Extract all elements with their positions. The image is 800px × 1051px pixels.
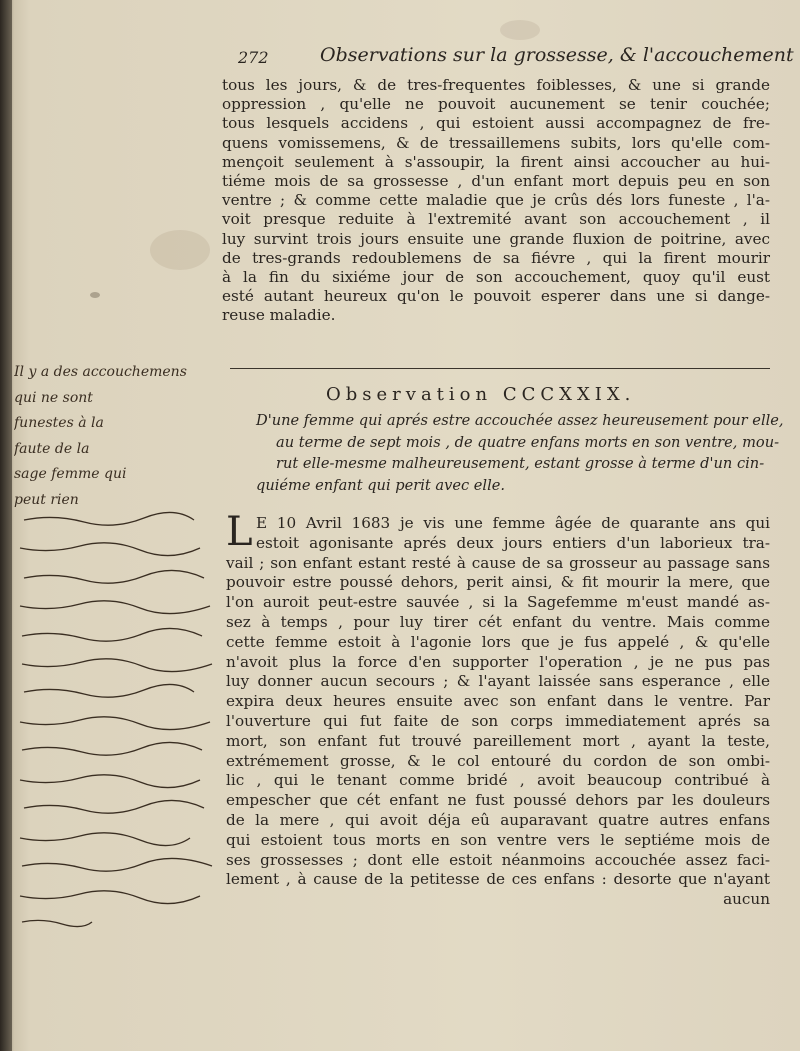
text-line: tous les jours, & de tres-frequentes foiblesses, & une si grande [222, 76, 770, 94]
marginal-note-line: Il y a des accouchemens [14, 364, 187, 380]
text-line: sez à temps , pour luy tirer cét enfant du ventre. Mais comme [226, 612, 770, 631]
marginal-note-line: faute de la [14, 440, 90, 457]
text-line: tiéme mois de sa grossesse , d'un enfant mort depuis peu en son [222, 172, 770, 191]
text-line: lement , à cause de la petitesse de ces enfans : desorte que n'ayant [226, 870, 770, 889]
page-number: 272 [238, 48, 269, 67]
text-line: oppression , qu'elle ne pouvoit aucunement se tenir couchée; [222, 95, 770, 114]
marginal-note-line: funestes à la [14, 415, 104, 431]
text-line: lic , qui le tenant comme bridé , avoit beaucoup contribué à [226, 771, 770, 790]
text-line: ses grossesses ; dont elle estoit néanmoins accouchée assez faci- [226, 850, 770, 869]
text-line: esté autant heureux qu'on le pouvoit esperer dans une si dange- [222, 287, 770, 306]
text-line: luy donner aucun secours ; & l'ayant laissée sans esperance , elle [226, 672, 770, 691]
text-line: extrémement grosse, & le col entouré du cordon de son ombi- [226, 751, 770, 770]
marginal-note-line: peut rien [14, 491, 79, 508]
text-line: mençoit seulement à s'assoupir, la firent ainsi accoucher au hui- [222, 152, 770, 171]
catchword: aucun [723, 890, 770, 909]
text-line: à la fin du sixiéme jour de son accouchement, quoy qu'il eust [222, 268, 770, 287]
text-line: empescher que cét enfant ne fust poussé dehors par les douleurs [226, 791, 770, 810]
summary-line: D'une femme qui aprés estre accouchée assez heureusement pour elle, [256, 412, 784, 429]
summary-line: quiéme enfant qui perit avec elle. [256, 476, 506, 494]
text-line: tous lesquels accidens , qui estoient aussi accompagnez de fre- [222, 114, 770, 133]
text-line: mort, son enfant fut trouvé pareillement mort , ayant la teste, [226, 731, 770, 750]
text-line: E 10 Avril 1683 je vis une femme âgée de quarante ans qui [256, 514, 770, 532]
text-line: reuse maladie. [222, 306, 336, 325]
text-line: estoit agonisante aprés deux jours entiers d'un laborieux tra- [256, 533, 770, 552]
observation-heading: Observation CCCXXIX. [326, 384, 636, 405]
text-line: de tres-grands redoublemens de sa fiévre , qui la firent mourir [222, 248, 770, 267]
text-line: ventre ; & comme cette maladie que je crûs dés lors funeste , l'a- [222, 191, 770, 210]
text-line: quens vomissemens, & de tressaillemens subits, lors qu'elle com- [222, 133, 770, 152]
text-line: l'ouverture qui fut faite de son corps immediatement aprés sa [226, 711, 770, 730]
text-line: de la mere , qui avoit déja eû auparavant quatre autres enfans [226, 810, 770, 829]
text-line: voit presque reduite à l'extremité avant son accouchement , il [222, 210, 770, 229]
text-line: vail ; son enfant estant resté à cause de sa grosseur au passage sans [226, 553, 770, 572]
running-title: Observations sur la grossesse, & l'accouchement [320, 44, 794, 66]
text-line: pouvoir estre poussé dehors, perit ainsi, & fit mourir la mere, que [226, 573, 770, 592]
summary-line: rut elle-mesme malheureusement, estant grosse à terme d'un cin- [276, 455, 765, 472]
text-line: expira deux heures ensuite avec son enfant dans le ventre. Par [226, 692, 770, 711]
text-line: n'avoit plus la force d'en supporter l'operation , je ne pus pas [226, 652, 770, 671]
drop-capital: L [226, 509, 253, 555]
marginal-note-line: sage femme qui [14, 466, 127, 482]
text-line: qui estoient tous morts en son ventre vers le septiéme mois de [226, 830, 770, 849]
marginal-note-line: qui ne sont [14, 389, 93, 406]
summary-line: au terme de sept mois , de quatre enfans morts en son ventre, mou- [276, 433, 780, 451]
text-line: luy survint trois jours ensuite une grande fluxion de poitrine, avec [222, 229, 770, 248]
text-line: l'on auroit peut-estre sauvée , si la Sagefemme m'eust mandé as- [226, 593, 770, 612]
text-line: cette femme estoit à l'agonie lors que je fus appelé , & qu'elle [226, 632, 770, 651]
